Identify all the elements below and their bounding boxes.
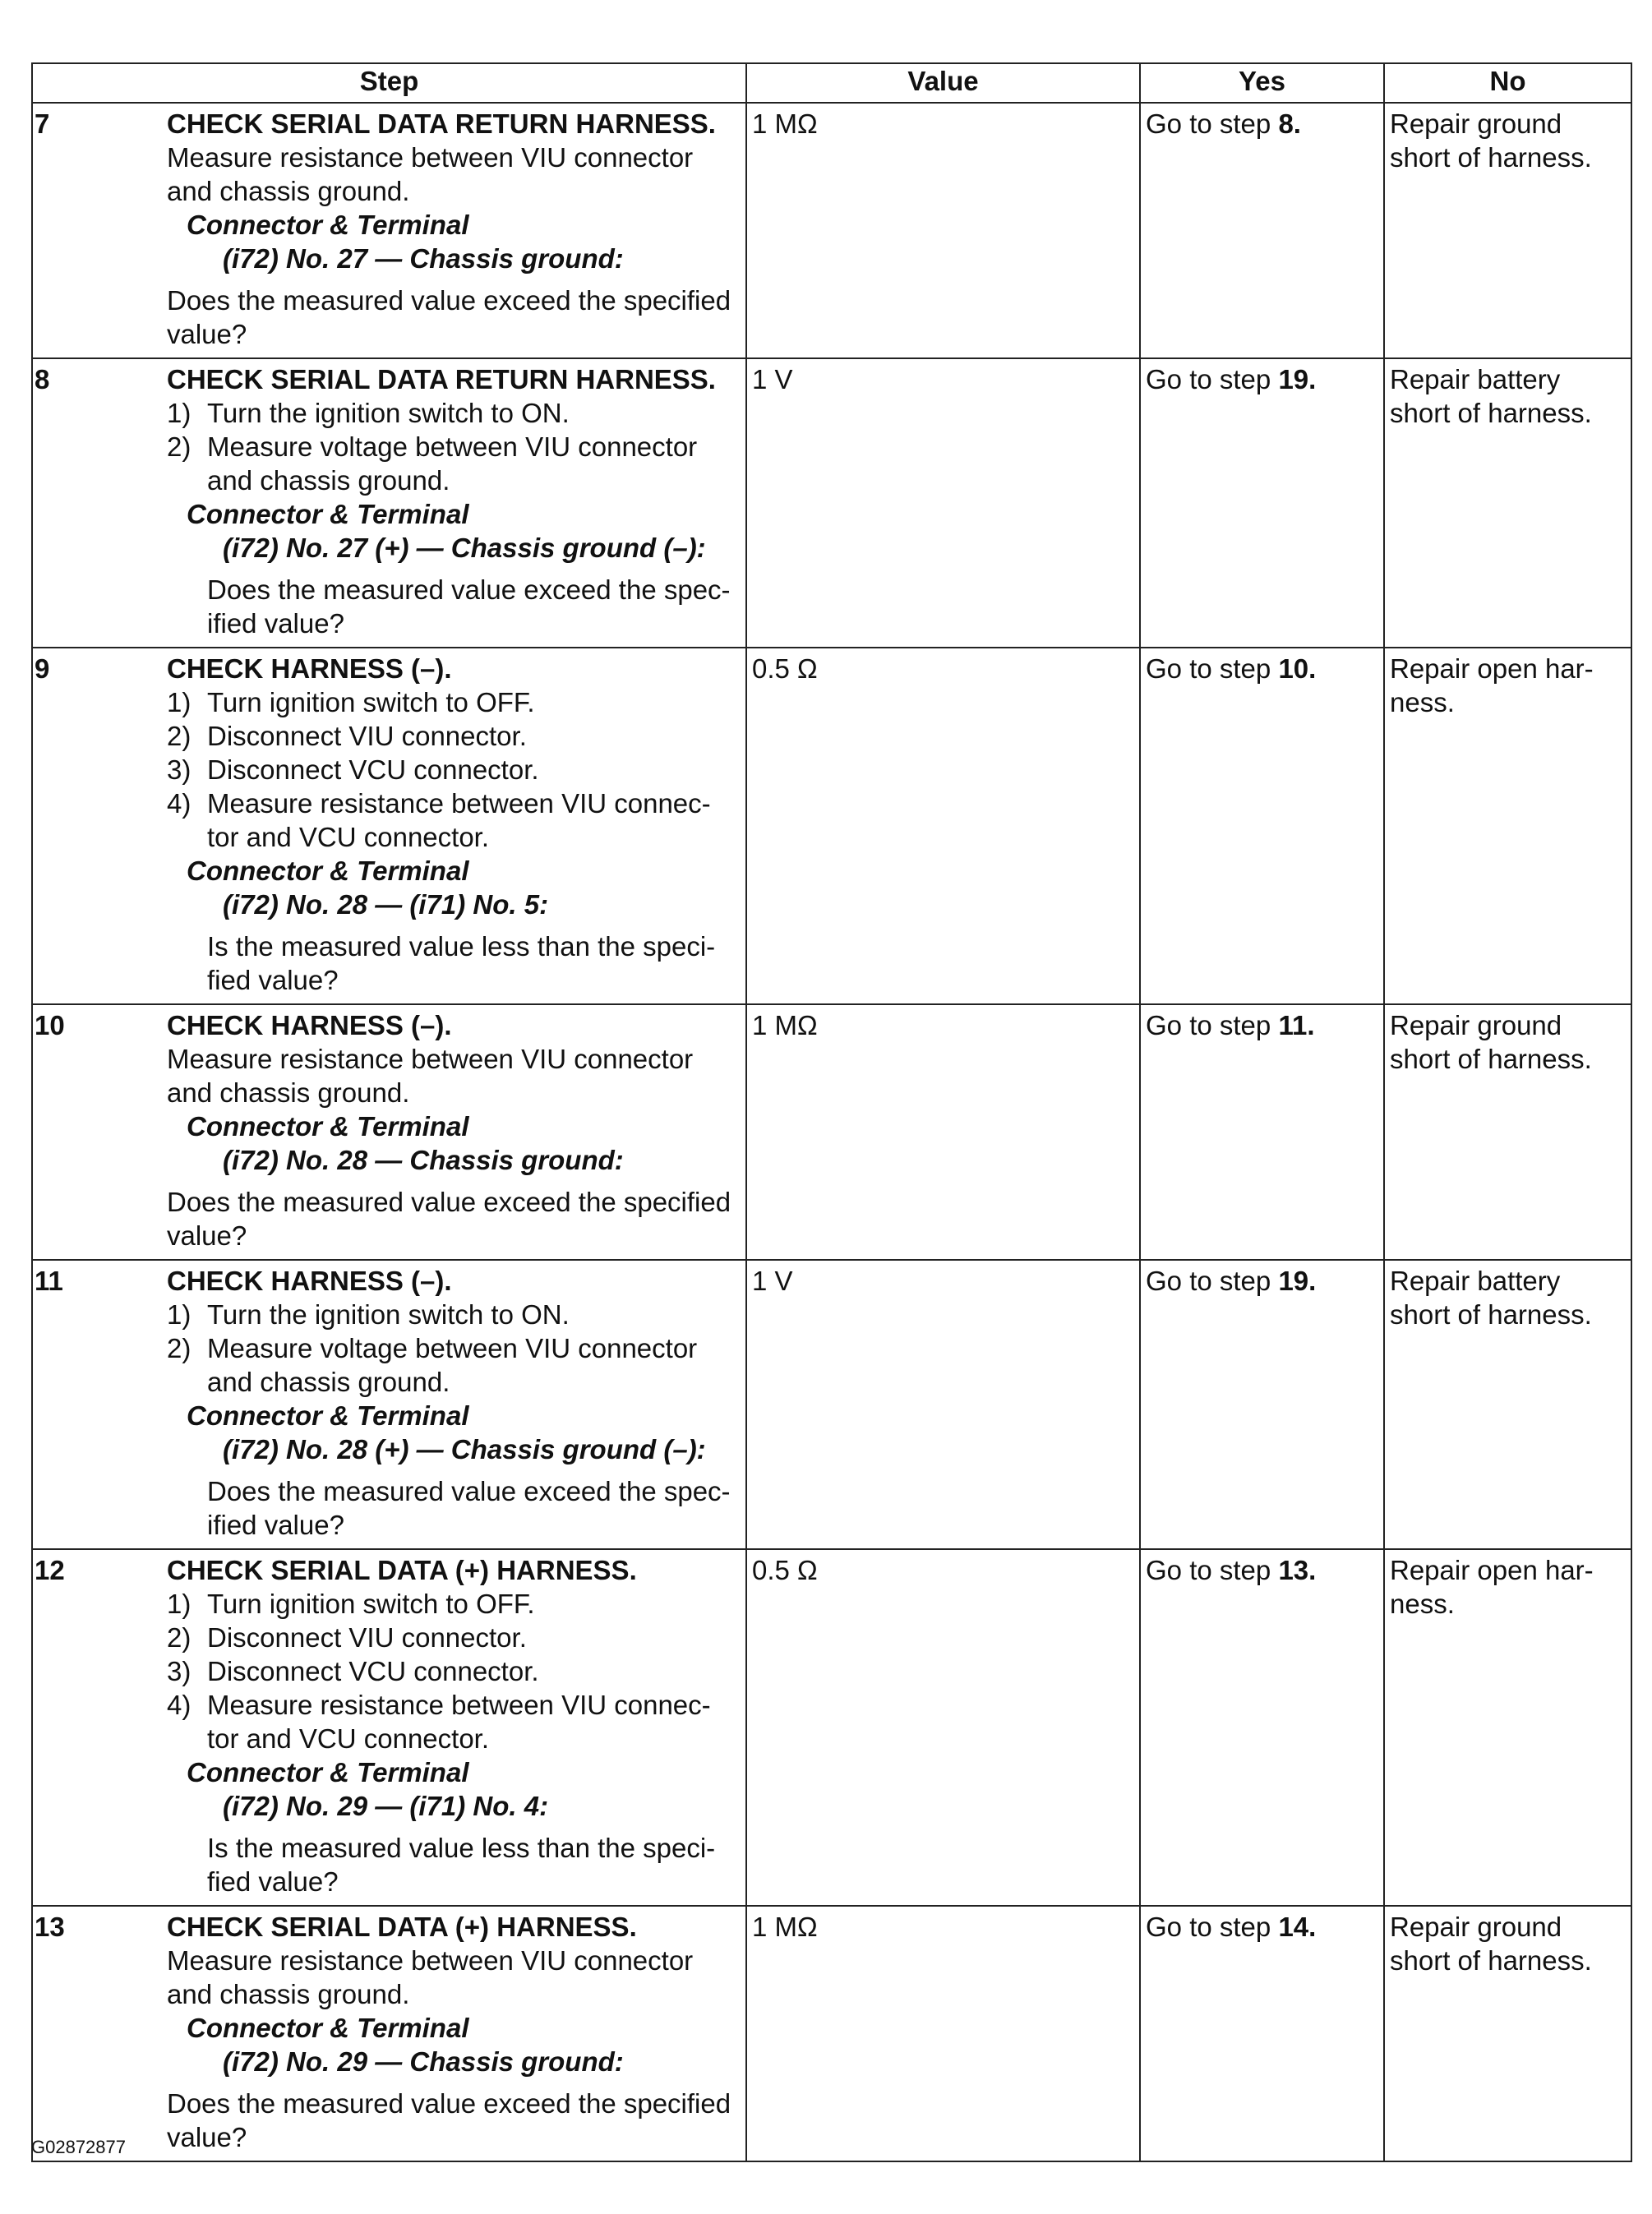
step-question xyxy=(167,1474,741,1542)
list-item-text-line: Turn ignition switch to OFF. xyxy=(207,687,535,717)
no-text-line: short of harness. xyxy=(1390,1044,1592,1074)
connector-heading: Connector & Terminal xyxy=(187,499,469,529)
no-text-line: Repair open har- xyxy=(1390,653,1594,684)
step-question xyxy=(167,1185,741,1252)
yes-cell xyxy=(1140,1260,1384,1549)
step-cell xyxy=(32,1004,746,1260)
step-title: CHECK HARNESS (–). xyxy=(167,1010,452,1040)
yes-prefix: Go to step xyxy=(1146,1555,1271,1585)
yes-step-number: 14. xyxy=(1278,1912,1317,1942)
step-list-item xyxy=(167,430,741,497)
list-item-text-line: Measure voltage between VIU connector xyxy=(207,431,698,462)
yes-step-number: 19. xyxy=(1278,364,1317,394)
yes-step-number: 11. xyxy=(1278,1010,1315,1040)
table-row xyxy=(32,1549,1631,1906)
figure-code: G02872877 xyxy=(31,2137,126,2157)
header-value: Value xyxy=(746,63,1140,103)
list-item-text-line: Disconnect VCU connector. xyxy=(207,1656,539,1686)
no-text-line: short of harness. xyxy=(1390,1299,1592,1330)
no-text-line: short of harness. xyxy=(1390,398,1592,428)
header-no: No xyxy=(1384,63,1631,103)
yes-prefix: Go to step xyxy=(1146,108,1271,139)
table-row xyxy=(32,358,1631,648)
step-question xyxy=(167,284,741,351)
step-title: CHECK SERIAL DATA (+) HARNESS. xyxy=(167,1555,637,1585)
no-cell xyxy=(1384,1004,1631,1260)
step-cell xyxy=(32,103,746,358)
list-item-number: 2) xyxy=(167,721,192,751)
no-text-line: Repair open har- xyxy=(1390,1555,1594,1585)
connector-terminal: (i72) No. 28 — Chassis ground: xyxy=(223,1145,624,1175)
no-cell xyxy=(1384,103,1631,358)
connector-heading: Connector & Terminal xyxy=(187,2013,469,2043)
step-question xyxy=(167,1831,741,1898)
diagnostic-table xyxy=(31,62,1632,2162)
step-list-item xyxy=(167,396,741,430)
no-cell xyxy=(1384,1549,1631,1906)
list-item-text-line: tor and VCU connector. xyxy=(207,822,490,852)
no-cell xyxy=(1384,648,1631,1004)
step-number: 8 xyxy=(35,364,50,394)
connector-heading: Connector & Terminal xyxy=(187,210,469,240)
step-cell xyxy=(32,1549,746,1906)
no-text-line: Repair ground xyxy=(1390,1912,1562,1942)
step-text-line: and chassis ground. xyxy=(167,1979,410,2009)
step-list-item xyxy=(167,1688,741,1755)
step-cell xyxy=(32,1260,746,1549)
question-line: value? xyxy=(167,1220,247,1251)
list-item-text-line: Measure voltage between VIU connector xyxy=(207,1333,698,1363)
header-row xyxy=(32,63,1631,103)
list-item-text-line: Turn the ignition switch to ON. xyxy=(207,398,570,428)
step-question xyxy=(167,929,741,997)
list-item-text-line: and chassis ground. xyxy=(207,1367,450,1397)
question-line: value? xyxy=(167,2122,247,2152)
list-item-number: 3) xyxy=(167,754,192,785)
yes-step-number: 13. xyxy=(1278,1555,1317,1585)
step-list-item xyxy=(167,1621,741,1654)
connector-heading: Connector & Terminal xyxy=(187,856,469,886)
list-item-number: 4) xyxy=(167,1690,192,1720)
no-text-line: ness. xyxy=(1390,687,1455,717)
yes-prefix: Go to step xyxy=(1146,653,1271,684)
list-item-number: 2) xyxy=(167,431,192,462)
step-number: 9 xyxy=(35,653,50,684)
yes-cell xyxy=(1140,358,1384,648)
list-item-number: 1) xyxy=(167,1589,192,1619)
step-question xyxy=(167,2087,741,2154)
list-item-text-line: Disconnect VIU connector. xyxy=(207,1622,527,1653)
list-item-text-line: Disconnect VCU connector. xyxy=(207,754,539,785)
step-text-line: Measure resistance between VIU connector xyxy=(167,1044,694,1074)
yes-cell xyxy=(1140,1906,1384,2161)
no-cell xyxy=(1384,358,1631,648)
connector-heading: Connector & Terminal xyxy=(187,1111,469,1142)
step-title: CHECK HARNESS (–). xyxy=(167,1266,452,1296)
list-item-number: 3) xyxy=(167,1656,192,1686)
step-title: CHECK HARNESS (–). xyxy=(167,653,452,684)
list-item-number: 1) xyxy=(167,687,192,717)
question-line: Does the measured value exceed the specified xyxy=(167,285,731,316)
header-step: Step xyxy=(32,63,746,103)
question-line: ified value? xyxy=(207,608,344,639)
connector-terminal: (i72) No. 27 — Chassis ground: xyxy=(223,243,624,274)
no-text-line: Repair battery xyxy=(1390,1266,1561,1296)
table-row xyxy=(32,648,1631,1004)
step-list-item xyxy=(167,1331,741,1399)
list-item-number: 1) xyxy=(167,1299,192,1330)
step-number: 11 xyxy=(35,1266,63,1296)
question-line: fied value? xyxy=(207,965,339,995)
yes-cell xyxy=(1140,1004,1384,1260)
question-line: ified value? xyxy=(207,1510,344,1540)
yes-prefix: Go to step xyxy=(1146,1266,1271,1296)
step-question xyxy=(167,573,741,640)
list-item-text-line: Turn the ignition switch to ON. xyxy=(207,1299,570,1330)
no-text-line: short of harness. xyxy=(1390,142,1592,173)
step-number: 7 xyxy=(35,108,50,139)
value-cell: 1 MΩ xyxy=(746,1906,1140,2161)
yes-step-number: 19. xyxy=(1278,1266,1317,1296)
step-title: CHECK SERIAL DATA RETURN HARNESS. xyxy=(167,364,716,394)
step-list-item xyxy=(167,1298,741,1331)
question-line: Does the measured value exceed the specified xyxy=(167,1187,731,1217)
list-item-number: 1) xyxy=(167,398,192,428)
no-cell xyxy=(1384,1906,1631,2161)
question-line: fied value? xyxy=(207,1866,339,1897)
list-item-text-line: Measure resistance between VIU connec- xyxy=(207,1690,711,1720)
question-line: Does the measured value exceed the specified xyxy=(167,2088,731,2119)
connector-terminal: (i72) No. 29 — (i71) No. 4: xyxy=(223,1791,549,1821)
question-line: Is the measured value less than the speci- xyxy=(207,931,716,962)
step-number: 12 xyxy=(35,1555,65,1585)
table-body xyxy=(32,103,1631,2161)
list-item-text-line: and chassis ground. xyxy=(207,465,450,496)
table-row xyxy=(32,1906,1631,2161)
connector-terminal: (i72) No. 28 (+) — Chassis ground (–): xyxy=(223,1434,706,1464)
list-item-text-line: Disconnect VIU connector. xyxy=(207,721,527,751)
value-cell: 1 MΩ xyxy=(746,1004,1140,1260)
question-line: value? xyxy=(167,319,247,349)
question-line: Does the measured value exceed the spec- xyxy=(207,574,731,605)
yes-step-number: 8. xyxy=(1278,108,1301,139)
list-item-number: 2) xyxy=(167,1333,192,1363)
step-cell xyxy=(32,648,746,1004)
value-cell: 0.5 Ω xyxy=(746,1549,1140,1906)
step-list-item xyxy=(167,719,741,753)
yes-cell xyxy=(1140,648,1384,1004)
table-row xyxy=(32,1260,1631,1549)
value-cell: 0.5 Ω xyxy=(746,648,1140,1004)
step-list-item xyxy=(167,786,741,854)
no-text-line: ness. xyxy=(1390,1589,1455,1619)
step-number: 10 xyxy=(35,1010,65,1040)
connector-heading: Connector & Terminal xyxy=(187,1400,469,1431)
step-title: CHECK SERIAL DATA RETURN HARNESS. xyxy=(167,108,716,139)
list-item-number: 2) xyxy=(167,1622,192,1653)
header-yes: Yes xyxy=(1140,63,1384,103)
connector-terminal: (i72) No. 29 — Chassis ground: xyxy=(223,2046,624,2077)
step-cell xyxy=(32,1906,746,2161)
step-cell xyxy=(32,358,746,648)
no-text-line: Repair battery xyxy=(1390,364,1561,394)
yes-step-number: 10. xyxy=(1278,653,1317,684)
connector-terminal: (i72) No. 27 (+) — Chassis ground (–): xyxy=(223,533,706,563)
value-cell: 1 MΩ xyxy=(746,103,1140,358)
list-item-text-line: Measure resistance between VIU connec- xyxy=(207,788,711,819)
yes-prefix: Go to step xyxy=(1146,364,1271,394)
value-cell: 1 V xyxy=(746,358,1140,648)
value-cell: 1 V xyxy=(746,1260,1140,1549)
step-text-line: and chassis ground. xyxy=(167,176,410,206)
step-list-item xyxy=(167,753,741,786)
step-text-line: Measure resistance between VIU connector xyxy=(167,1945,694,1976)
connector-terminal: (i72) No. 28 — (i71) No. 5: xyxy=(223,889,549,920)
question-line: Is the measured value less than the speci- xyxy=(207,1833,716,1863)
yes-prefix: Go to step xyxy=(1146,1912,1271,1942)
yes-prefix: Go to step xyxy=(1146,1010,1271,1040)
step-list-item xyxy=(167,1654,741,1688)
yes-cell xyxy=(1140,1549,1384,1906)
step-list-item xyxy=(167,685,741,719)
step-number: 13 xyxy=(35,1912,65,1942)
table-row xyxy=(32,103,1631,358)
list-item-text-line: Turn ignition switch to OFF. xyxy=(207,1589,535,1619)
question-line: Does the measured value exceed the spec- xyxy=(207,1476,731,1506)
table-row xyxy=(32,1004,1631,1260)
step-text-line: Measure resistance between VIU connector xyxy=(167,142,694,173)
connector-heading: Connector & Terminal xyxy=(187,1757,469,1787)
step-list-item xyxy=(167,1587,741,1621)
yes-cell xyxy=(1140,103,1384,358)
no-cell xyxy=(1384,1260,1631,1549)
no-text-line: Repair ground xyxy=(1390,1010,1562,1040)
step-text-line: and chassis ground. xyxy=(167,1077,410,1108)
step-title: CHECK SERIAL DATA (+) HARNESS. xyxy=(167,1912,637,1942)
list-item-text-line: tor and VCU connector. xyxy=(207,1723,490,1754)
list-item-number: 4) xyxy=(167,788,192,819)
no-text-line: short of harness. xyxy=(1390,1945,1592,1976)
no-text-line: Repair ground xyxy=(1390,108,1562,139)
